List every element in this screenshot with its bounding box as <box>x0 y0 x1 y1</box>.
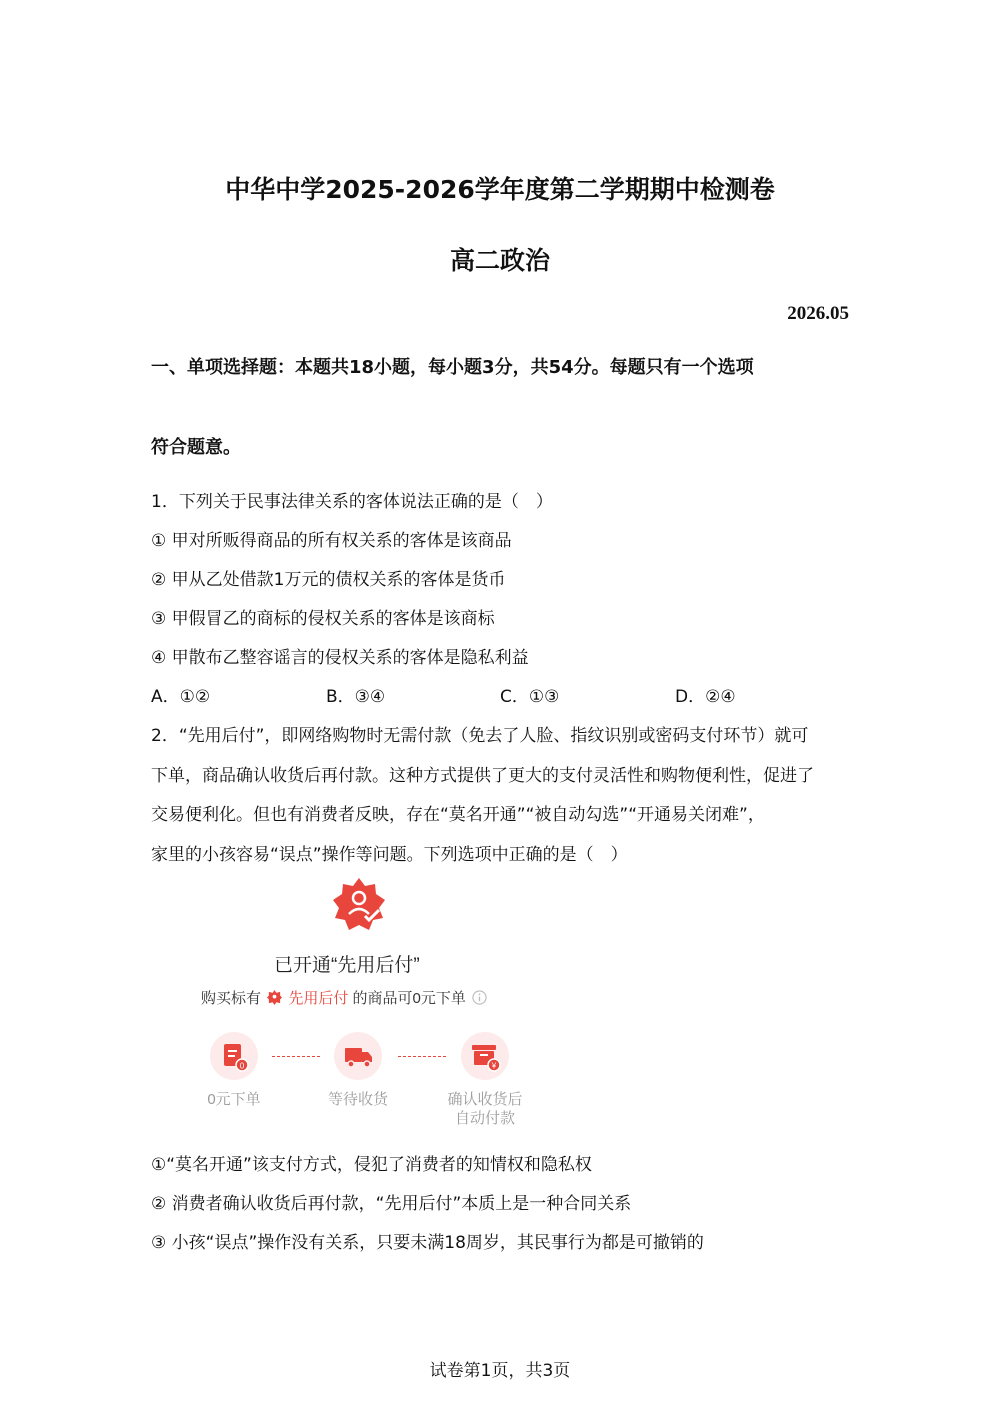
small-badge-icon <box>267 990 282 1005</box>
step-connector-2 <box>398 1056 446 1057</box>
exam-subject: 高二政治 <box>449 246 550 275</box>
svg-text:0: 0 <box>239 1061 245 1071</box>
step-circle-payment <box>461 1032 509 1080</box>
q1-item-1: ① 甲对所贩得商品的所有权关系的客体是该商品 <box>151 531 512 551</box>
svg-text:¥: ¥ <box>491 1061 497 1071</box>
step-circle-order <box>210 1032 258 1080</box>
exam-date: 2026.05 <box>787 303 849 324</box>
truck-icon <box>334 1032 382 1080</box>
q1-option-c: C．①③ <box>500 687 560 707</box>
figure-sub-prefix: 购买标有 <box>201 990 262 1007</box>
figure-heading: 已开通“先用后付” <box>274 955 420 976</box>
figure-sub-highlight: 先用后付 <box>288 990 349 1007</box>
q2-item-1: ①“莫名开通”该支付方式，侵犯了消费者的知情权和隐私权 <box>151 1155 592 1175</box>
section-heading-line2: 符合题意。 <box>151 437 241 458</box>
step-label-payment: 确认收货后 自动付款 <box>447 1091 523 1127</box>
q1-item-4: ④ 甲散布乙整容谣言的侵权关系的客体是隐私利益 <box>151 648 529 668</box>
order-icon <box>210 1032 258 1080</box>
q2-item-3: ③ 小孩“误点”操作没有关系，只要未满18周岁，其民事行为都是可撤销的 <box>151 1233 704 1253</box>
q2-stem-line2: 下单，商品确认收货后再付款。这种方式提供了更大的支付灵活性和购物便利性，促进了 <box>151 766 814 786</box>
section-heading-line1: 一、单项选择题：本题共18小题，每小题3分，共54分。每题只有一个选项 <box>151 357 754 378</box>
badge-user-icon <box>331 876 387 932</box>
q1-item-3: ③ 甲假冒乙的商标的侵权关系的客体是该商标 <box>151 609 495 629</box>
page-footer: 试卷第1页，共3页 <box>429 1361 571 1381</box>
q2-stem-line4: 家里的小孩容易“误点”操作等问题。下列选项中正确的是（ ） <box>151 845 628 865</box>
q2-stem-line1: 2．“先用后付”，即网络购物时无需付款（免去了人脸、指纹识别或密码支付环节）就可 <box>151 726 809 746</box>
figure-subline <box>201 987 487 1008</box>
q1-item-2: ② 甲从乙处借款1万元的债权关系的客体是货币 <box>151 570 506 590</box>
step-circle-shipping <box>334 1032 382 1080</box>
figure-sub-suffix: 的商品可0元下单 <box>352 990 466 1007</box>
q2-stem-line3: 交易便利化。但也有消费者反映，存在“莫名开通”“被自动勾选”“开通易关闭难”， <box>151 805 765 825</box>
q1-stem: 1．下列关于民事法律关系的客体说法正确的是（ ） <box>151 492 553 512</box>
step-label-order: 0元下单 <box>207 1091 261 1108</box>
exam-title: 中华中学2025-2026学年度第二学期期中检测卷 <box>225 175 775 204</box>
step-label-shipping: 等待收货 <box>327 1091 388 1108</box>
q2-item-2: ② 消费者确认收货后再付款，“先用后付”本质上是一种合同关系 <box>151 1194 632 1214</box>
step-connector-1 <box>272 1056 320 1057</box>
package-yuan-icon <box>461 1032 509 1080</box>
q1-option-a: A．①② <box>151 687 211 707</box>
info-icon <box>472 990 487 1005</box>
q1-option-d: D．②④ <box>675 687 736 707</box>
q1-option-b: B．③④ <box>326 687 386 707</box>
